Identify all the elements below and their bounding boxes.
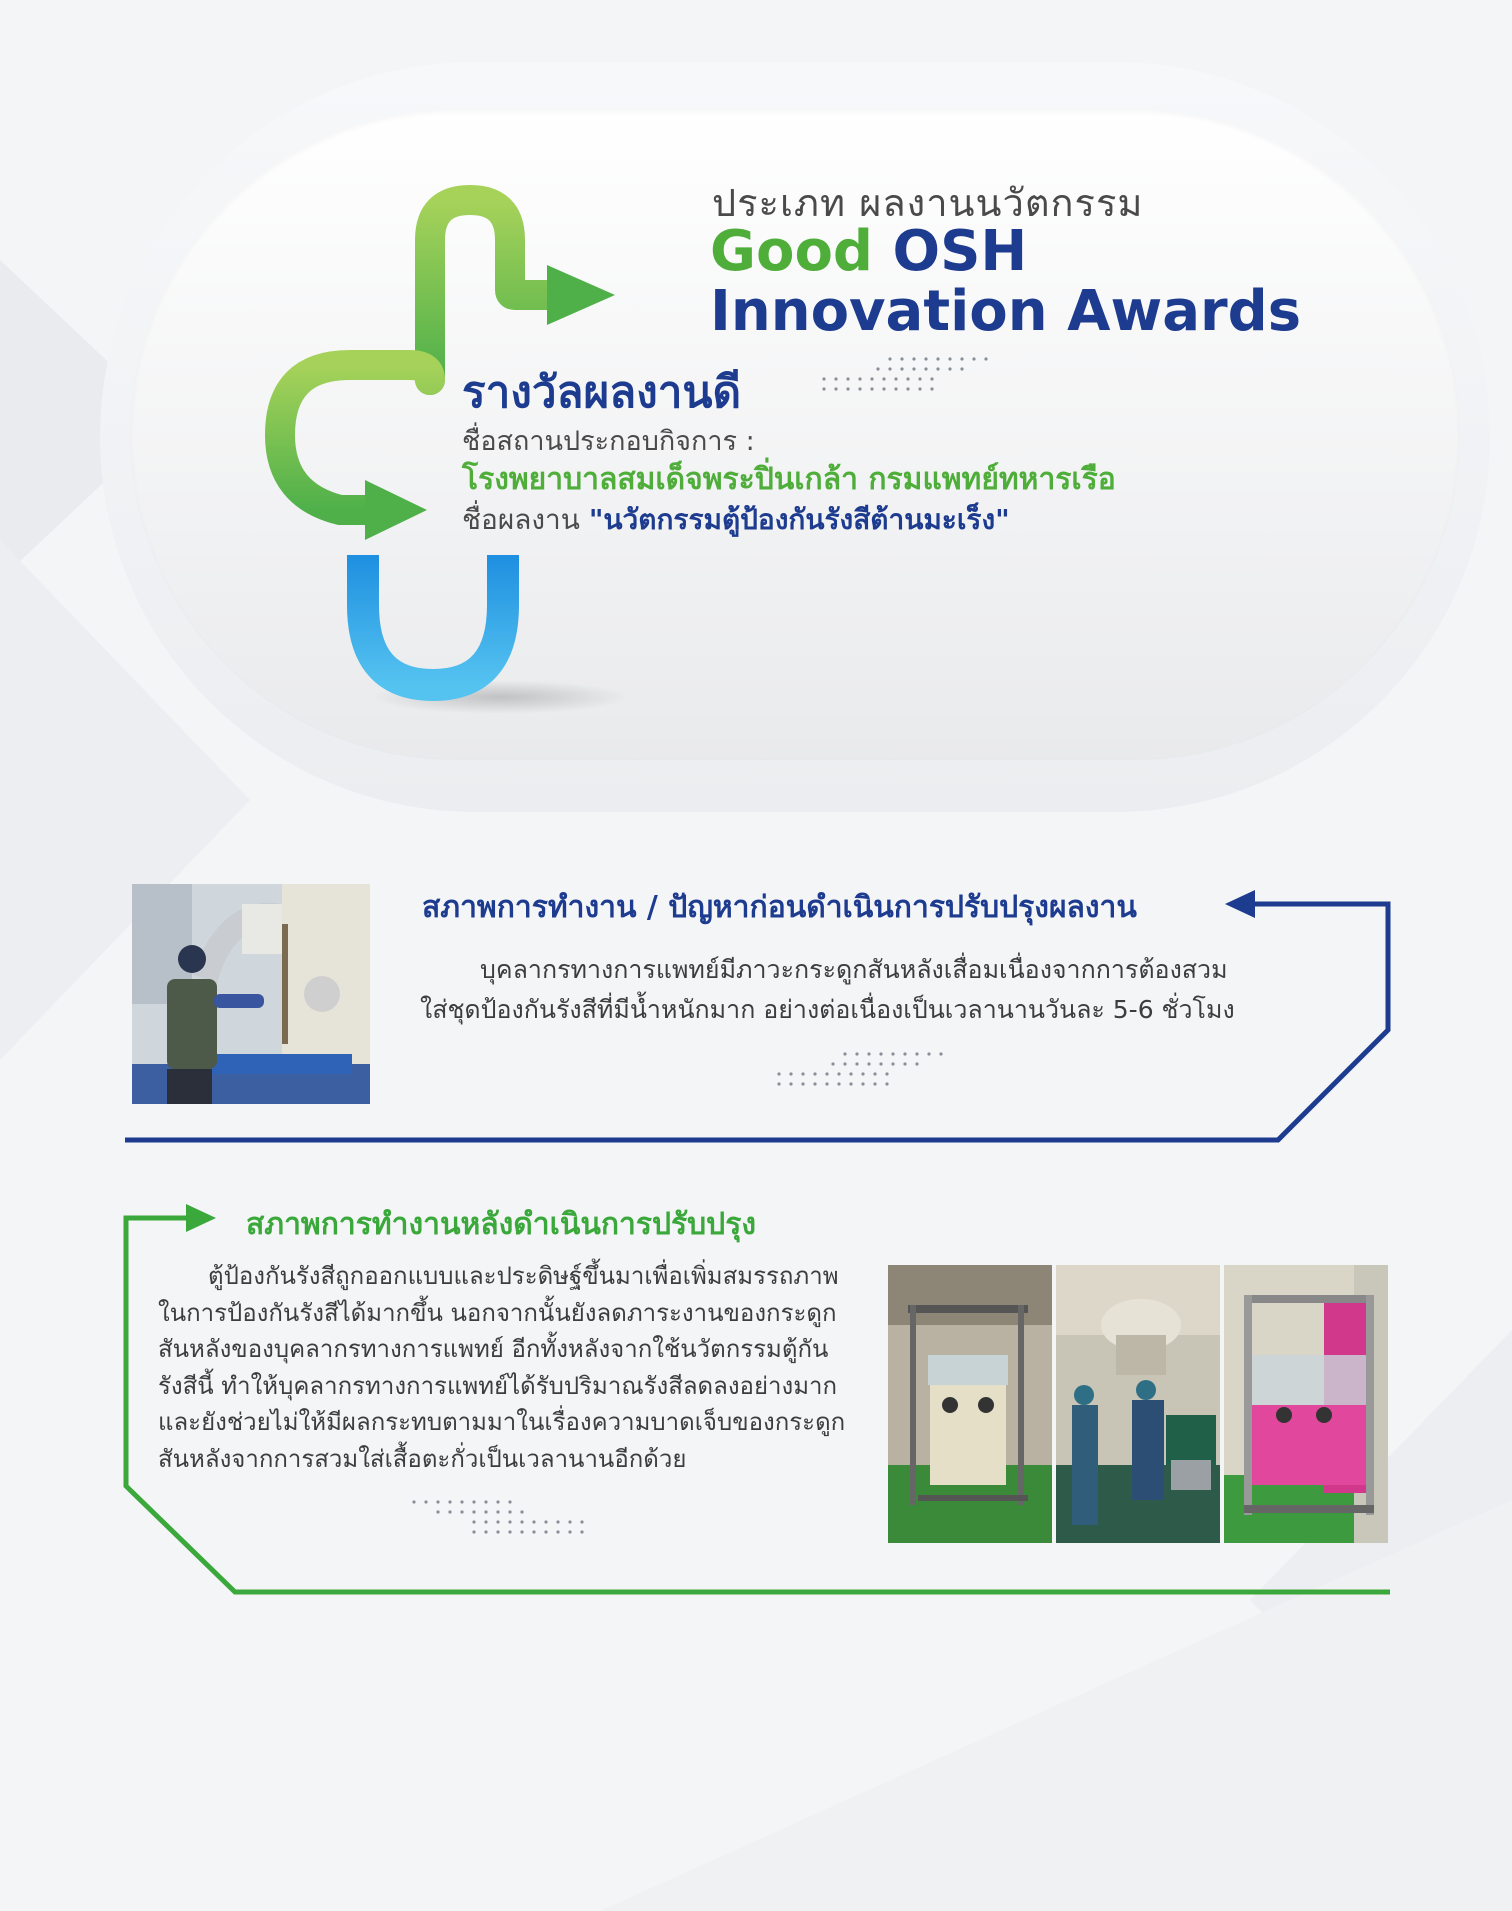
company-label: ชื่อสถานประกอบกิจการ : xyxy=(462,426,755,457)
work-name: "นวัตกรรมตู้ป้องกันรังสีต้านมะเร็ง" xyxy=(588,503,1010,536)
award-title-good: Good xyxy=(710,219,873,284)
before-section-body: บุคลากรทางการแพทย์มีภาวะกระดูกสันหลังเสื่อมเนื่องจากการต้องสวมใส่ชุดป้องกันรังสีที่มีน้ำหนักมาก อย่างต่อเนื่องเป็นเวลานานวันละ 5-6 ชั่วโมง xyxy=(420,955,1235,1024)
award-title-osh: OSH xyxy=(873,219,1028,284)
award-level: รางวัลผลงานดี xyxy=(462,367,742,418)
company-name: โรงพยาบาลสมเด็จพระปิ่นเกล้า กรมแพทย์ทหารเรือ xyxy=(462,462,1116,497)
work-label: ชื่อผลงาน xyxy=(462,503,589,536)
after-photo-cabinet xyxy=(888,1265,1052,1543)
after-section-title: สภาพการทำงานหลังดำเนินการปรับปรุง xyxy=(246,1207,756,1242)
after-photo-room xyxy=(1056,1265,1220,1543)
before-section-title: สภาพการทำงาน / ปัญหาก่อนดำเนินการปรับปรุงผลงาน xyxy=(422,890,1137,925)
after-section-body: ตู้ป้องกันรังสีถูกออกแบบและประดิษฐ์ขึ้นมาเพื่อเพิ่มสมรรถภาพในการป้องกันรังสีได้มากขึ้น นอกจากนั้นยังลดภาระงานของกระดูกสันหลังของบุคลากรทางการแพทย์ อีกทั้งหลังจากใช้นวัตกรรมตู้กันรังสีนี้ ทำให้บุคลากรทางการแพทย์ได้รับปริมาณรังสีลดลงอย่างมากและยังช่วยไม่ให้มีผลกระทบตามมาในเรื่องความบาดเจ็บของกระดูกสันหลังจากการสวมใส่เสื้อตะกั่วเป็นเวลานานอีกด้วย xyxy=(158,1262,846,1473)
dots-decoration-after xyxy=(410,1498,590,1548)
award-title-line2: Innovation Awards xyxy=(710,279,1302,344)
category-label: ประเภท ผลงานนวัตกรรม xyxy=(712,181,1144,225)
after-photo-pink-cabinet xyxy=(1224,1265,1388,1543)
